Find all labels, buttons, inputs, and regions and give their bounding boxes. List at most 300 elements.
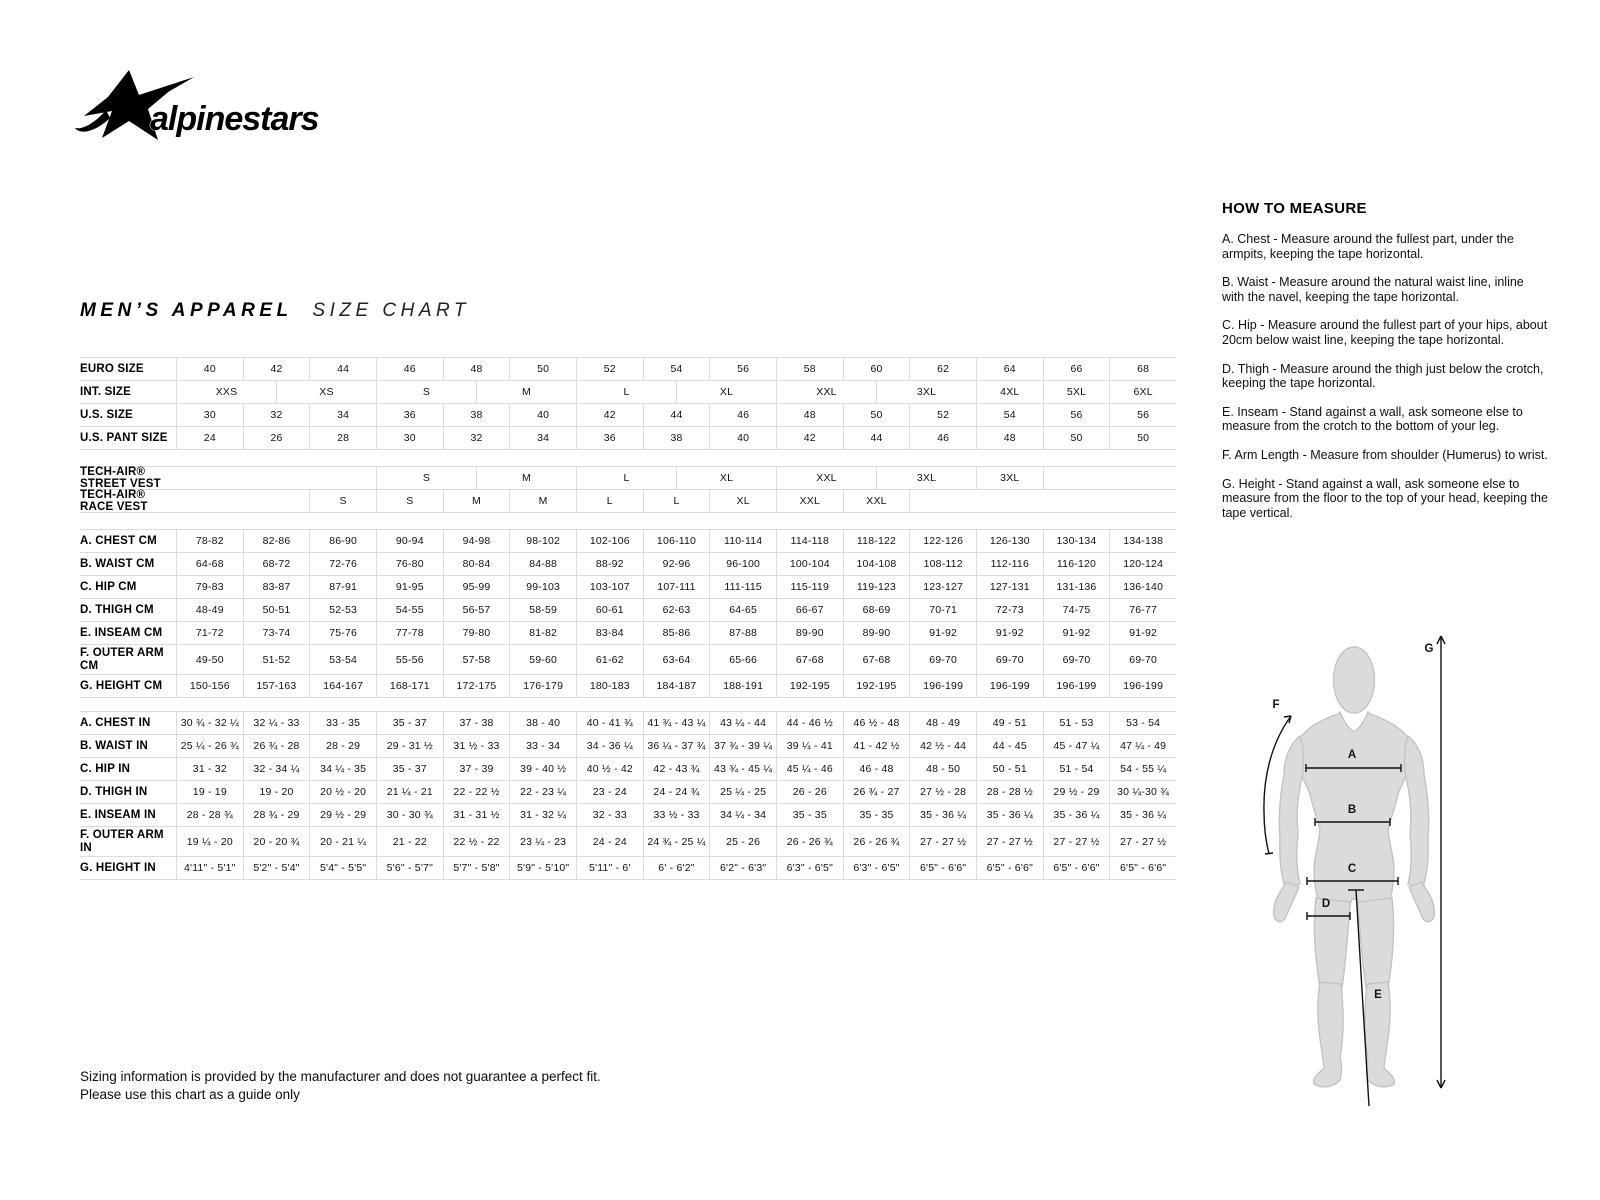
row-label: C. HIP IN <box>80 762 131 775</box>
size-cell: 87-88 <box>709 622 776 644</box>
size-cell: 43 ¼ - 44 <box>709 712 776 734</box>
size-cell: 6'3" - 6'5" <box>776 857 843 879</box>
size-cell: 34 ¼ - 34 <box>709 804 776 826</box>
size-cell <box>1109 490 1176 512</box>
size-cell: 44 - 46 ½ <box>776 712 843 734</box>
size-cell: 119-123 <box>843 576 910 598</box>
size-cell: 54 <box>643 358 710 380</box>
size-cell: 72-73 <box>976 599 1043 621</box>
size-cell: 31 - 32 <box>176 758 243 780</box>
size-cell: L <box>576 381 676 403</box>
size-cell: 90-94 <box>376 530 443 552</box>
size-cell: 184-187 <box>643 675 710 697</box>
size-cell: 6' - 6'2" <box>643 857 710 879</box>
size-cell: 32 - 34 ¼ <box>243 758 310 780</box>
table-row <box>80 404 1176 427</box>
size-cell: 67-68 <box>776 645 843 674</box>
size-cell: 91-92 <box>909 622 976 644</box>
size-cell: 35 - 36 ¼ <box>909 804 976 826</box>
size-cell: 30 <box>176 404 243 426</box>
size-cell: 5'2" - 5'4" <box>243 857 310 879</box>
how-to-measure-item: F. Arm Length - Measure from shoulder (Humerus) to wrist. <box>1222 447 1548 462</box>
size-cell: XS <box>276 381 376 403</box>
size-cell: 35 - 35 <box>776 804 843 826</box>
size-cell: 26 - 26 ¾ <box>843 827 910 856</box>
size-cell: 52-53 <box>309 599 376 621</box>
size-cell: 34 - 36 ¼ <box>576 735 643 757</box>
size-cell: 34 <box>309 404 376 426</box>
size-cell: XL <box>676 467 776 489</box>
size-cell: XL <box>709 490 776 512</box>
row-label: D. THIGH CM <box>80 603 154 616</box>
size-cell: 70-71 <box>909 599 976 621</box>
row-label: TECH-AIR® RACE VEST <box>80 488 148 513</box>
footer-line-1: Sizing information is provided by the manufacturer and does not guarantee a perfect fit. <box>80 1069 601 1084</box>
size-cell <box>1043 490 1110 512</box>
size-cell: 34 <box>509 427 576 449</box>
body-measurement-diagram <box>1238 616 1560 1123</box>
size-cell: 38 <box>443 404 510 426</box>
size-cell: 68-72 <box>243 553 310 575</box>
table-row <box>80 599 1176 622</box>
row-label: A. CHEST CM <box>80 534 157 547</box>
size-cell: 79-80 <box>443 622 510 644</box>
size-cell: 76-80 <box>376 553 443 575</box>
size-cell: 127-131 <box>976 576 1043 598</box>
row-label: A. CHEST IN <box>80 716 151 729</box>
row-label: TECH-AIR® STREET VEST <box>80 465 161 490</box>
size-cell: 24 - 24 ¾ <box>643 781 710 803</box>
size-cell: 5'9" - 5'10" <box>509 857 576 879</box>
size-cell: 68-69 <box>843 599 910 621</box>
size-cell: L <box>576 490 643 512</box>
size-cell: 56 <box>1109 404 1176 426</box>
size-cell: 21 - 22 <box>376 827 443 856</box>
size-cell: 115-119 <box>776 576 843 598</box>
size-cell: 53 - 54 <box>1109 712 1176 734</box>
tech-air-vest-table <box>80 466 1176 513</box>
page-title <box>80 300 470 322</box>
size-cell: 21 ¼ - 21 <box>376 781 443 803</box>
size-cell: 46 ½ - 48 <box>843 712 910 734</box>
size-cell: 29 ½ - 29 <box>309 804 376 826</box>
size-cell: 77-78 <box>376 622 443 644</box>
size-cell: 51-52 <box>243 645 310 674</box>
how-to-measure-heading: HOW TO MEASURE <box>1222 200 1367 217</box>
size-cell: 54 - 55 ¼ <box>1109 758 1176 780</box>
size-cell: 52 <box>909 404 976 426</box>
size-cell: 95-99 <box>443 576 510 598</box>
size-cell: 6'3" - 6'5" <box>843 857 910 879</box>
row-label: F. OUTER ARM IN <box>80 829 164 854</box>
size-cell: 36 <box>576 427 643 449</box>
size-cell: 91-95 <box>376 576 443 598</box>
size-cell: 69-70 <box>1043 645 1110 674</box>
size-cell <box>1109 467 1176 489</box>
row-label: B. WAIST CM <box>80 557 155 570</box>
size-cell: 122-126 <box>909 530 976 552</box>
size-cell: 3XL <box>976 467 1043 489</box>
size-cell: 72-76 <box>309 553 376 575</box>
size-cell: 6'5" - 6'6" <box>1043 857 1110 879</box>
row-label: F. OUTER ARM CM <box>80 647 164 672</box>
size-cell: 27 - 27 ½ <box>1043 827 1110 856</box>
size-cell: 168-171 <box>376 675 443 697</box>
size-conversion-table <box>80 357 1176 450</box>
row-label: C. HIP CM <box>80 580 137 593</box>
size-cell: 56 <box>709 358 776 380</box>
size-cell: 24 <box>176 427 243 449</box>
size-cell: 104-108 <box>843 553 910 575</box>
size-cell: 65-66 <box>709 645 776 674</box>
size-cell: 27 - 27 ½ <box>909 827 976 856</box>
size-cell: 82-86 <box>243 530 310 552</box>
table-row <box>80 804 1176 827</box>
size-cell: M <box>443 490 510 512</box>
size-cell: 69-70 <box>1109 645 1176 674</box>
size-cell: 4'11" - 5'1" <box>176 857 243 879</box>
diagram-label-chest: A <box>1347 749 1357 761</box>
diagram-label-waist: B <box>1347 804 1357 816</box>
size-cell: 45 ¼ - 46 <box>776 758 843 780</box>
size-cell: XXS <box>176 381 276 403</box>
size-cell: 25 ¼ - 25 <box>709 781 776 803</box>
size-cell: 81-82 <box>509 622 576 644</box>
size-cell: 55-56 <box>376 645 443 674</box>
size-cell: 196-199 <box>1043 675 1110 697</box>
table-row <box>80 827 1176 857</box>
size-cell: 22 - 23 ¼ <box>509 781 576 803</box>
size-cell: L <box>576 467 676 489</box>
size-cell: 58 <box>776 358 843 380</box>
size-cell: 42 <box>776 427 843 449</box>
size-cell: 120-124 <box>1109 553 1176 575</box>
size-cell: 30 ¼-30 ¾ <box>1109 781 1176 803</box>
size-cell: 91-92 <box>976 622 1043 644</box>
size-cell: M <box>476 467 576 489</box>
size-cell: 164-167 <box>309 675 376 697</box>
size-cell: 46 <box>709 404 776 426</box>
body-silhouette-icon <box>1238 616 1560 1123</box>
size-cell: 25 ¼ - 26 ¾ <box>176 735 243 757</box>
size-cell: 5'4" - 5'5" <box>309 857 376 879</box>
size-cell: 5'6" - 5'7" <box>376 857 443 879</box>
size-cell: 157-163 <box>243 675 310 697</box>
size-cell: 100-104 <box>776 553 843 575</box>
size-cell: 6'5" - 6'6" <box>976 857 1043 879</box>
size-cell: 46 <box>376 358 443 380</box>
size-cell: 22 - 22 ½ <box>443 781 510 803</box>
size-cell: 25 - 26 <box>709 827 776 856</box>
size-cell: 28 - 29 <box>309 735 376 757</box>
size-cell: 91-92 <box>1109 622 1176 644</box>
size-cell: 37 - 39 <box>443 758 510 780</box>
row-label: U.S. PANT SIZE <box>80 431 168 444</box>
size-cell: 126-130 <box>976 530 1043 552</box>
size-cell: 68 <box>1109 358 1176 380</box>
size-cell: 36 <box>376 404 443 426</box>
table-row <box>80 490 1176 513</box>
size-cell: 59-60 <box>509 645 576 674</box>
size-cell: 24 - 24 <box>576 827 643 856</box>
size-cell: 108-112 <box>909 553 976 575</box>
size-cell: 3XL <box>876 467 976 489</box>
measurements-in-table <box>80 711 1176 880</box>
row-label: B. WAIST IN <box>80 739 149 752</box>
size-cell: 131-136 <box>1043 576 1110 598</box>
row-label: D. THIGH IN <box>80 785 148 798</box>
size-cell: 60-61 <box>576 599 643 621</box>
size-cell: 19 ¼ - 20 <box>176 827 243 856</box>
size-cell: 41 - 42 ½ <box>843 735 910 757</box>
size-cell: 42 <box>243 358 310 380</box>
size-cell: 45 - 47 ¼ <box>1043 735 1110 757</box>
size-cell: 111-115 <box>709 576 776 598</box>
size-cell: 89-90 <box>843 622 910 644</box>
size-cell: 80-84 <box>443 553 510 575</box>
size-cell: 46 - 48 <box>843 758 910 780</box>
size-cell: 30 ¾ - 32 ¼ <box>176 712 243 734</box>
size-cell: 69-70 <box>909 645 976 674</box>
row-label: G. HEIGHT IN <box>80 861 156 874</box>
size-cell: 33 ½ - 33 <box>643 804 710 826</box>
size-cell: 49 - 51 <box>976 712 1043 734</box>
size-cell: 39 ¼ - 41 <box>776 735 843 757</box>
size-cell: 84-88 <box>509 553 576 575</box>
size-cell: 69-70 <box>976 645 1043 674</box>
size-cell: 35 - 36 ¼ <box>1043 804 1110 826</box>
size-cell: 26 - 26 ¾ <box>776 827 843 856</box>
size-cell: 64-65 <box>709 599 776 621</box>
size-cell: 5'7" - 5'8" <box>443 857 510 879</box>
size-cell: 4XL <box>976 381 1043 403</box>
size-cell: XL <box>676 381 776 403</box>
size-cell: 47 ¼ - 49 <box>1109 735 1176 757</box>
size-cell: 123-127 <box>909 576 976 598</box>
size-cell: 61-62 <box>576 645 643 674</box>
size-cell: 33 - 35 <box>309 712 376 734</box>
size-cell: 150-156 <box>176 675 243 697</box>
size-cell: 40 <box>509 404 576 426</box>
size-cell: XXL <box>776 467 876 489</box>
size-cell: M <box>476 381 576 403</box>
size-cell: 44 <box>309 358 376 380</box>
size-cell: 44 - 45 <box>976 735 1043 757</box>
size-cell: 76-77 <box>1109 599 1176 621</box>
size-cell: 42 <box>576 404 643 426</box>
size-cell: 57-58 <box>443 645 510 674</box>
size-cell: 44 <box>643 404 710 426</box>
size-cell: 34 ¼ - 35 <box>309 758 376 780</box>
table-row <box>80 381 1176 404</box>
size-cell: 19 - 19 <box>176 781 243 803</box>
how-to-measure-item: B. Waist - Measure around the natural waist line, inline with the navel, keeping the tape horizontal. <box>1222 275 1524 304</box>
size-cell: 26 ¾ - 27 <box>843 781 910 803</box>
size-cell: 28 <box>309 427 376 449</box>
size-cell: 64-68 <box>176 553 243 575</box>
table-row <box>80 857 1176 880</box>
size-cell: 5XL <box>1043 381 1110 403</box>
size-cell: 79-83 <box>176 576 243 598</box>
size-cell: 26 <box>243 427 310 449</box>
size-cell: 64 <box>976 358 1043 380</box>
size-cell: 20 ½ - 20 <box>309 781 376 803</box>
size-cell: 134-138 <box>1109 530 1176 552</box>
size-cell: 196-199 <box>976 675 1043 697</box>
size-cell: 48 <box>776 404 843 426</box>
diagram-label-inseam: E <box>1374 989 1382 1001</box>
size-cell: 31 - 31 ½ <box>443 804 510 826</box>
row-label: U.S. SIZE <box>80 408 133 421</box>
size-cell: 54-55 <box>376 599 443 621</box>
row-label: INT. SIZE <box>80 385 132 398</box>
footer-disclaimer <box>80 1068 840 1104</box>
size-cell: 27 - 27 ½ <box>1109 827 1176 856</box>
size-cell: 48 - 50 <box>909 758 976 780</box>
diagram-label-hip: C <box>1347 863 1357 875</box>
how-to-measure-item: D. Thigh - Measure around the thigh just below the crotch, keeping the tape horizontal. <box>1222 361 1544 391</box>
size-cell: 37 - 38 <box>443 712 510 734</box>
size-cell: 49-50 <box>176 645 243 674</box>
row-label: E. INSEAM CM <box>80 626 163 639</box>
size-cell: 192-195 <box>776 675 843 697</box>
size-cell <box>243 490 310 512</box>
size-cell: 35 - 36 ¼ <box>976 804 1043 826</box>
how-to-measure-item: C. Hip - Measure around the fullest part of your hips, about 20cm below waist line, keeping the tape horizontal. <box>1222 318 1548 347</box>
table-row <box>80 645 1176 675</box>
brand-logo <box>72 64 362 164</box>
size-cell: 87-91 <box>309 576 376 598</box>
table-row <box>80 553 1176 576</box>
size-cell: 52 <box>576 358 643 380</box>
size-cell: 6'2" - 6'3" <box>709 857 776 879</box>
size-cell: 32 <box>443 427 510 449</box>
size-cell: 94-98 <box>443 530 510 552</box>
size-cell: 40 <box>709 427 776 449</box>
size-cell: 37 ¾ - 39 ¼ <box>709 735 776 757</box>
size-cell: 92-96 <box>643 553 710 575</box>
table-row <box>80 358 1176 381</box>
table-row <box>80 576 1176 599</box>
size-cell: 30 <box>376 427 443 449</box>
size-cell: 6'5" - 6'6" <box>909 857 976 879</box>
size-cell: 54 <box>976 404 1043 426</box>
size-cell: 62-63 <box>643 599 710 621</box>
size-cell: 50-51 <box>243 599 310 621</box>
size-cell: 39 - 40 ½ <box>509 758 576 780</box>
size-cell: L <box>643 490 710 512</box>
size-cell: XXL <box>776 490 843 512</box>
size-cell: 26 ¾ - 28 <box>243 735 310 757</box>
size-cell: 29 ½ - 29 <box>1043 781 1110 803</box>
how-to-measure-item: G. Height - Stand against a wall, ask someone else to measure from the floor to the top of your head, keeping the tape vertical. <box>1222 476 1548 520</box>
measurements-cm-table <box>80 529 1176 698</box>
size-cell: 50 <box>843 404 910 426</box>
size-cell: 32 <box>243 404 310 426</box>
table-row <box>80 467 1176 490</box>
size-cell: 102-106 <box>576 530 643 552</box>
size-cell: 20 - 21 ¼ <box>309 827 376 856</box>
size-cell: 42 ½ - 44 <box>909 735 976 757</box>
size-cell: 106-110 <box>643 530 710 552</box>
size-cell: 67-68 <box>843 645 910 674</box>
size-cell: 31 ½ - 33 <box>443 735 510 757</box>
row-label: EURO SIZE <box>80 362 144 375</box>
size-cell <box>909 490 976 512</box>
how-to-measure-paragraphs <box>1222 232 1548 520</box>
size-cell: 20 - 20 ¾ <box>243 827 310 856</box>
brand-wordmark: alpinestars <box>150 100 319 138</box>
size-cell: 83-87 <box>243 576 310 598</box>
size-cell: 136-140 <box>1109 576 1176 598</box>
size-cell: 107-111 <box>643 576 710 598</box>
size-cell: 3XL <box>876 381 976 403</box>
size-cell: 56 <box>1043 404 1110 426</box>
size-cell: 63-64 <box>643 645 710 674</box>
size-cell: 32 ¼ - 33 <box>243 712 310 734</box>
table-row <box>80 735 1176 758</box>
size-cell: 36 ¼ - 37 ¾ <box>643 735 710 757</box>
size-cell: 35 - 37 <box>376 712 443 734</box>
size-cell: 38 <box>643 427 710 449</box>
size-cell: 6XL <box>1109 381 1176 403</box>
size-cell: 86-90 <box>309 530 376 552</box>
size-cell: 29 - 31 ½ <box>376 735 443 757</box>
size-cell: 41 ¾ - 43 ¼ <box>643 712 710 734</box>
size-cell <box>276 467 376 489</box>
size-cell: 73-74 <box>243 622 310 644</box>
size-cell: 71-72 <box>176 622 243 644</box>
how-to-measure-item: E. Inseam - Stand against a wall, ask someone else to measure from the crotch to the bottom of your leg. <box>1222 404 1523 434</box>
size-cell: 99-103 <box>509 576 576 598</box>
size-cell: 85-86 <box>643 622 710 644</box>
size-cell <box>176 490 243 512</box>
size-cell: 53-54 <box>309 645 376 674</box>
size-cell: 110-114 <box>709 530 776 552</box>
size-cell: 112-116 <box>976 553 1043 575</box>
size-cell: 5'11" - 6' <box>576 857 643 879</box>
table-row <box>80 675 1176 698</box>
alpinestars-logo-icon <box>72 64 362 164</box>
size-cell: 96-100 <box>709 553 776 575</box>
size-cell: 22 ½ - 22 <box>443 827 510 856</box>
size-cell: 116-120 <box>1043 553 1110 575</box>
size-cell: 23 ¼ - 23 <box>509 827 576 856</box>
page-title-sub: SIZE CHART <box>312 300 471 321</box>
table-row <box>80 758 1176 781</box>
size-cell: 51 - 53 <box>1043 712 1110 734</box>
row-label: G. HEIGHT CM <box>80 679 163 692</box>
size-cell: 50 <box>509 358 576 380</box>
table-row <box>80 530 1176 553</box>
size-cell: 44 <box>843 427 910 449</box>
size-cell: 56-57 <box>443 599 510 621</box>
table-row <box>80 712 1176 735</box>
size-cell: 66 <box>1043 358 1110 380</box>
size-cell: 50 <box>1043 427 1110 449</box>
size-cell: 192-195 <box>843 675 910 697</box>
size-cell: 62 <box>909 358 976 380</box>
table-row <box>80 427 1176 450</box>
size-cell: 50 - 51 <box>976 758 1043 780</box>
size-cell: 48-49 <box>176 599 243 621</box>
size-cell: 31 - 32 ¼ <box>509 804 576 826</box>
how-to-measure-panel <box>1222 200 1548 534</box>
table-row <box>80 781 1176 804</box>
size-cell: 28 - 28 ½ <box>976 781 1043 803</box>
size-cell: 172-175 <box>443 675 510 697</box>
size-cell: S <box>376 467 476 489</box>
